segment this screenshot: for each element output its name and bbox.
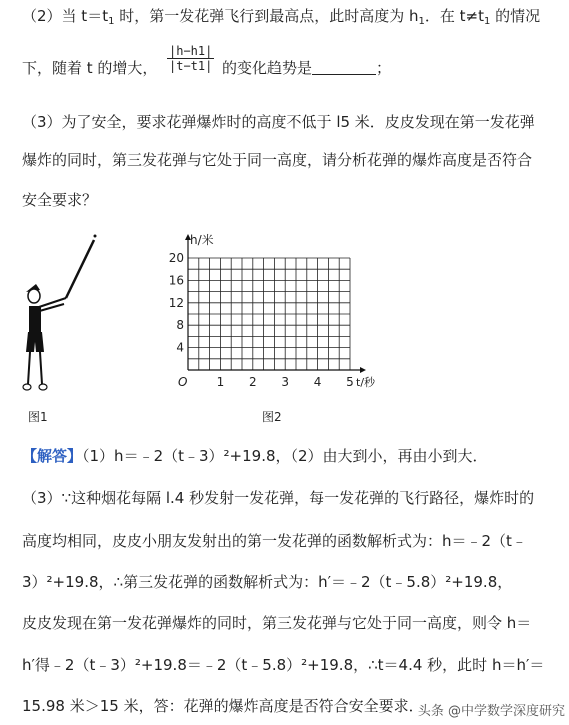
q2-line1-text-d: 的情况 xyxy=(490,7,541,25)
y-axis-label: h/米 xyxy=(190,233,214,247)
figure2-label: 图2 xyxy=(262,410,282,424)
figure1-label: 图1 xyxy=(28,410,48,424)
fraction-expression xyxy=(167,44,214,73)
answer-line2: （3）∵这种烟花每隔 l.4 秒发射一发花弹，每一发花弹的飞行路径，爆炸时的 xyxy=(22,489,535,507)
q2-line1 xyxy=(22,6,540,32)
answer-line7: 15.98 米＞15 米，答：花弹的爆炸高度是否符合安全要求． xyxy=(22,697,424,715)
answer-line1 xyxy=(22,446,488,466)
q2-line2-text-a: 下，随着 t 的增大， xyxy=(22,59,158,77)
q3-line1: （3）为了安全，要求花弹爆炸时的高度不低于 l5 米．皮皮发现在第一发花弹 xyxy=(22,113,535,131)
answer-line4: 3）²+19.8，∴第三发花弹的函数解析式为：h′＝﹣2（t﹣5.8）²+19.8， xyxy=(22,573,513,591)
q2-line1-text-b: 时，第一发花弹飞行到最高点，此时高度为 h xyxy=(114,7,419,25)
answer-tag: 【解答】 xyxy=(22,447,83,465)
subscript: 1 xyxy=(108,16,115,27)
x-tick-label: 5 xyxy=(346,375,354,389)
watermark: 头条 @中学数学深度研究 xyxy=(417,704,565,719)
y-tick-label: 12 xyxy=(168,295,184,310)
q2-line1-text-c: ．在 t≠t xyxy=(424,7,484,25)
y-tick-label: 16 xyxy=(168,273,184,288)
q3-line3: 安全要求？ xyxy=(22,191,98,209)
y-tick-label: 20 xyxy=(168,251,184,265)
origin-label: O xyxy=(178,375,188,389)
answer-line1-text: （1）h＝﹣2（t﹣3）²+19.8，（2）由大到小，再由小到大． xyxy=(82,447,488,465)
x-tick-label: 1 xyxy=(216,375,225,389)
figure2-coordinate-grid xyxy=(160,228,390,398)
x-tick-label: 3 xyxy=(281,375,290,389)
y-tick-label: 8 xyxy=(176,318,184,333)
answer-line6: h′得﹣2（t﹣3）²+19.8＝﹣2（t﹣5.8）²+19.8，∴t＝4.4 秒，此时 h＝h′＝ xyxy=(22,656,545,674)
q2-line2-text-c: ； xyxy=(376,59,392,77)
subscript: 1 xyxy=(418,16,425,27)
fraction-denominator: |t−t1| xyxy=(169,59,213,73)
fraction-numerator: |h−h1| xyxy=(169,44,213,58)
q2-line2-text-b: 的变化趋势是 xyxy=(222,59,313,77)
q2-line2 xyxy=(22,58,157,78)
x-tick-label: 4 xyxy=(313,375,322,389)
x-tick-label: 2 xyxy=(248,375,257,389)
subscript: 1 xyxy=(483,16,491,27)
answer-line5: 皮皮发现在第一发花弹爆炸的同时，第三发花弹与它处于同一高度，则令 h＝ xyxy=(22,614,532,632)
q3-line2: 爆炸的同时，第三发花弹与它处于同一高度，请分析花弹的爆炸高度是否符合 xyxy=(22,151,533,169)
q2-line1-text: （2）当 t＝t xyxy=(22,7,109,25)
q2-line2-tail xyxy=(222,58,391,78)
x-axis-arrow xyxy=(360,367,366,373)
answer-line3: 高度均相同，皮皮小朋友发射出的第一发花弹的函数解析式为：h＝﹣2（t﹣ xyxy=(22,532,527,550)
answer-blank xyxy=(312,59,376,75)
y-tick-label: 4 xyxy=(176,340,184,355)
figure1-person-illustration xyxy=(14,232,104,402)
x-axis-label: t/秒 xyxy=(356,376,376,389)
